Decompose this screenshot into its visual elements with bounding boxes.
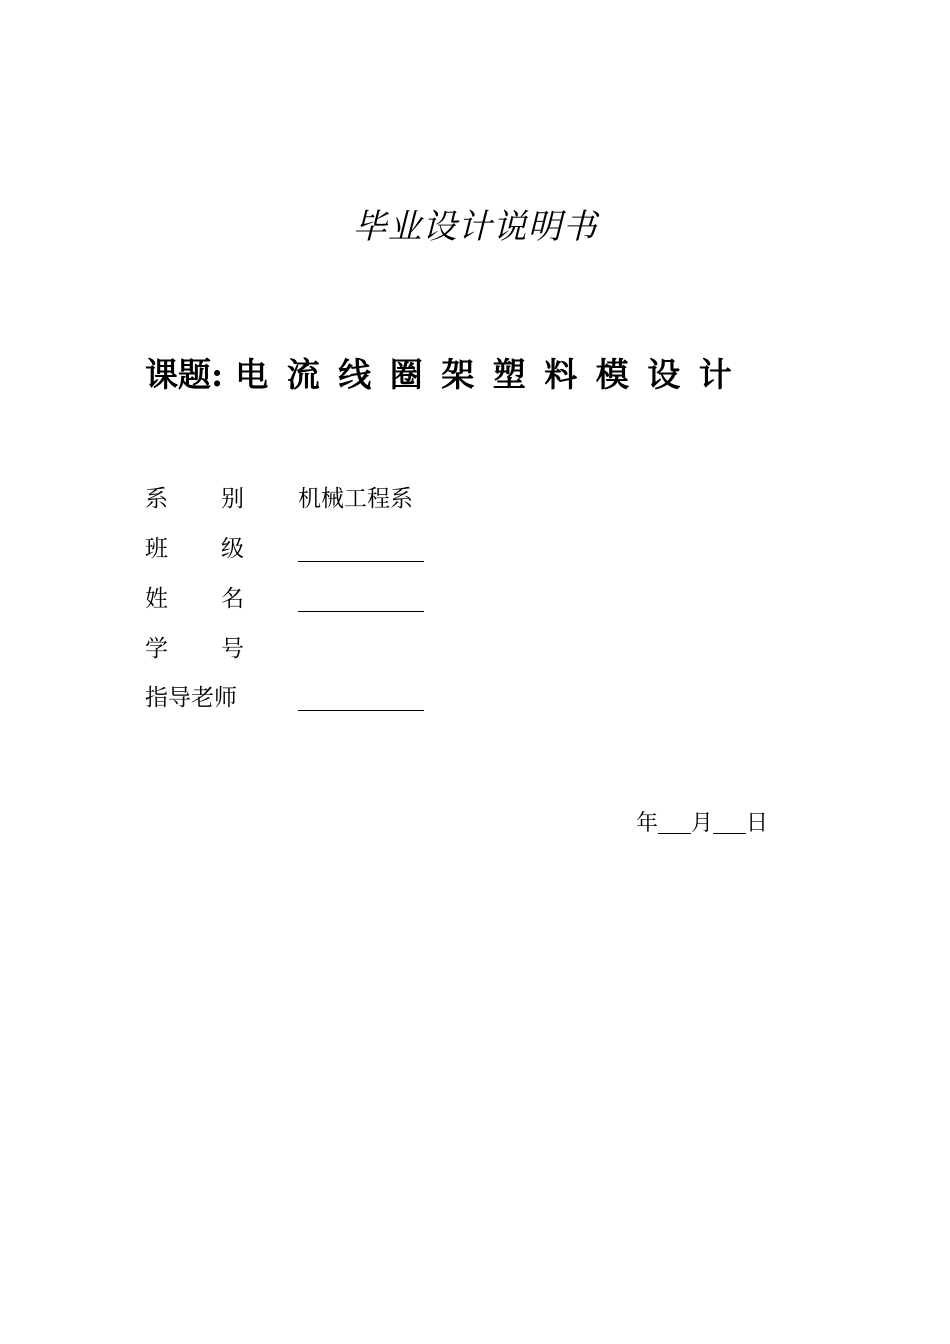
- date-month-blank: [658, 807, 691, 834]
- subject-line: [145, 352, 750, 398]
- date-line: [636, 807, 768, 841]
- advisor-label: [145, 681, 245, 715]
- department-label-char-2: 别: [221, 486, 244, 512]
- name-label: [145, 582, 245, 616]
- student-id-label-char-2: 号: [221, 636, 244, 662]
- department-label: [145, 482, 245, 516]
- student-id-label-char-1: 学: [145, 636, 168, 662]
- name-label-char-1: 姓: [145, 586, 168, 612]
- class-label-char-2: 级: [221, 536, 244, 562]
- date-day-label: 日: [746, 811, 769, 836]
- class-label: [145, 532, 245, 566]
- date-day-blank: [713, 807, 746, 834]
- subject-label: 课题:: [145, 355, 224, 394]
- department-value: 机械工程系: [298, 486, 413, 512]
- advisor-label-text: 指导老师: [145, 685, 237, 711]
- date-month-label: 月: [691, 811, 714, 836]
- date-year-label: 年: [636, 811, 659, 836]
- document-title: 毕业设计说明书: [352, 207, 598, 247]
- department-label-char-1: 系: [145, 486, 168, 512]
- name-label-char-2: 名: [221, 586, 244, 612]
- advisor-blank-line: [298, 710, 424, 711]
- name-blank-line: [298, 611, 424, 612]
- student-id-label: [145, 632, 245, 666]
- class-label-char-1: 班: [145, 536, 168, 562]
- class-blank-line: [298, 561, 424, 562]
- subject-value: 电流线圈架塑料模设计: [235, 355, 751, 394]
